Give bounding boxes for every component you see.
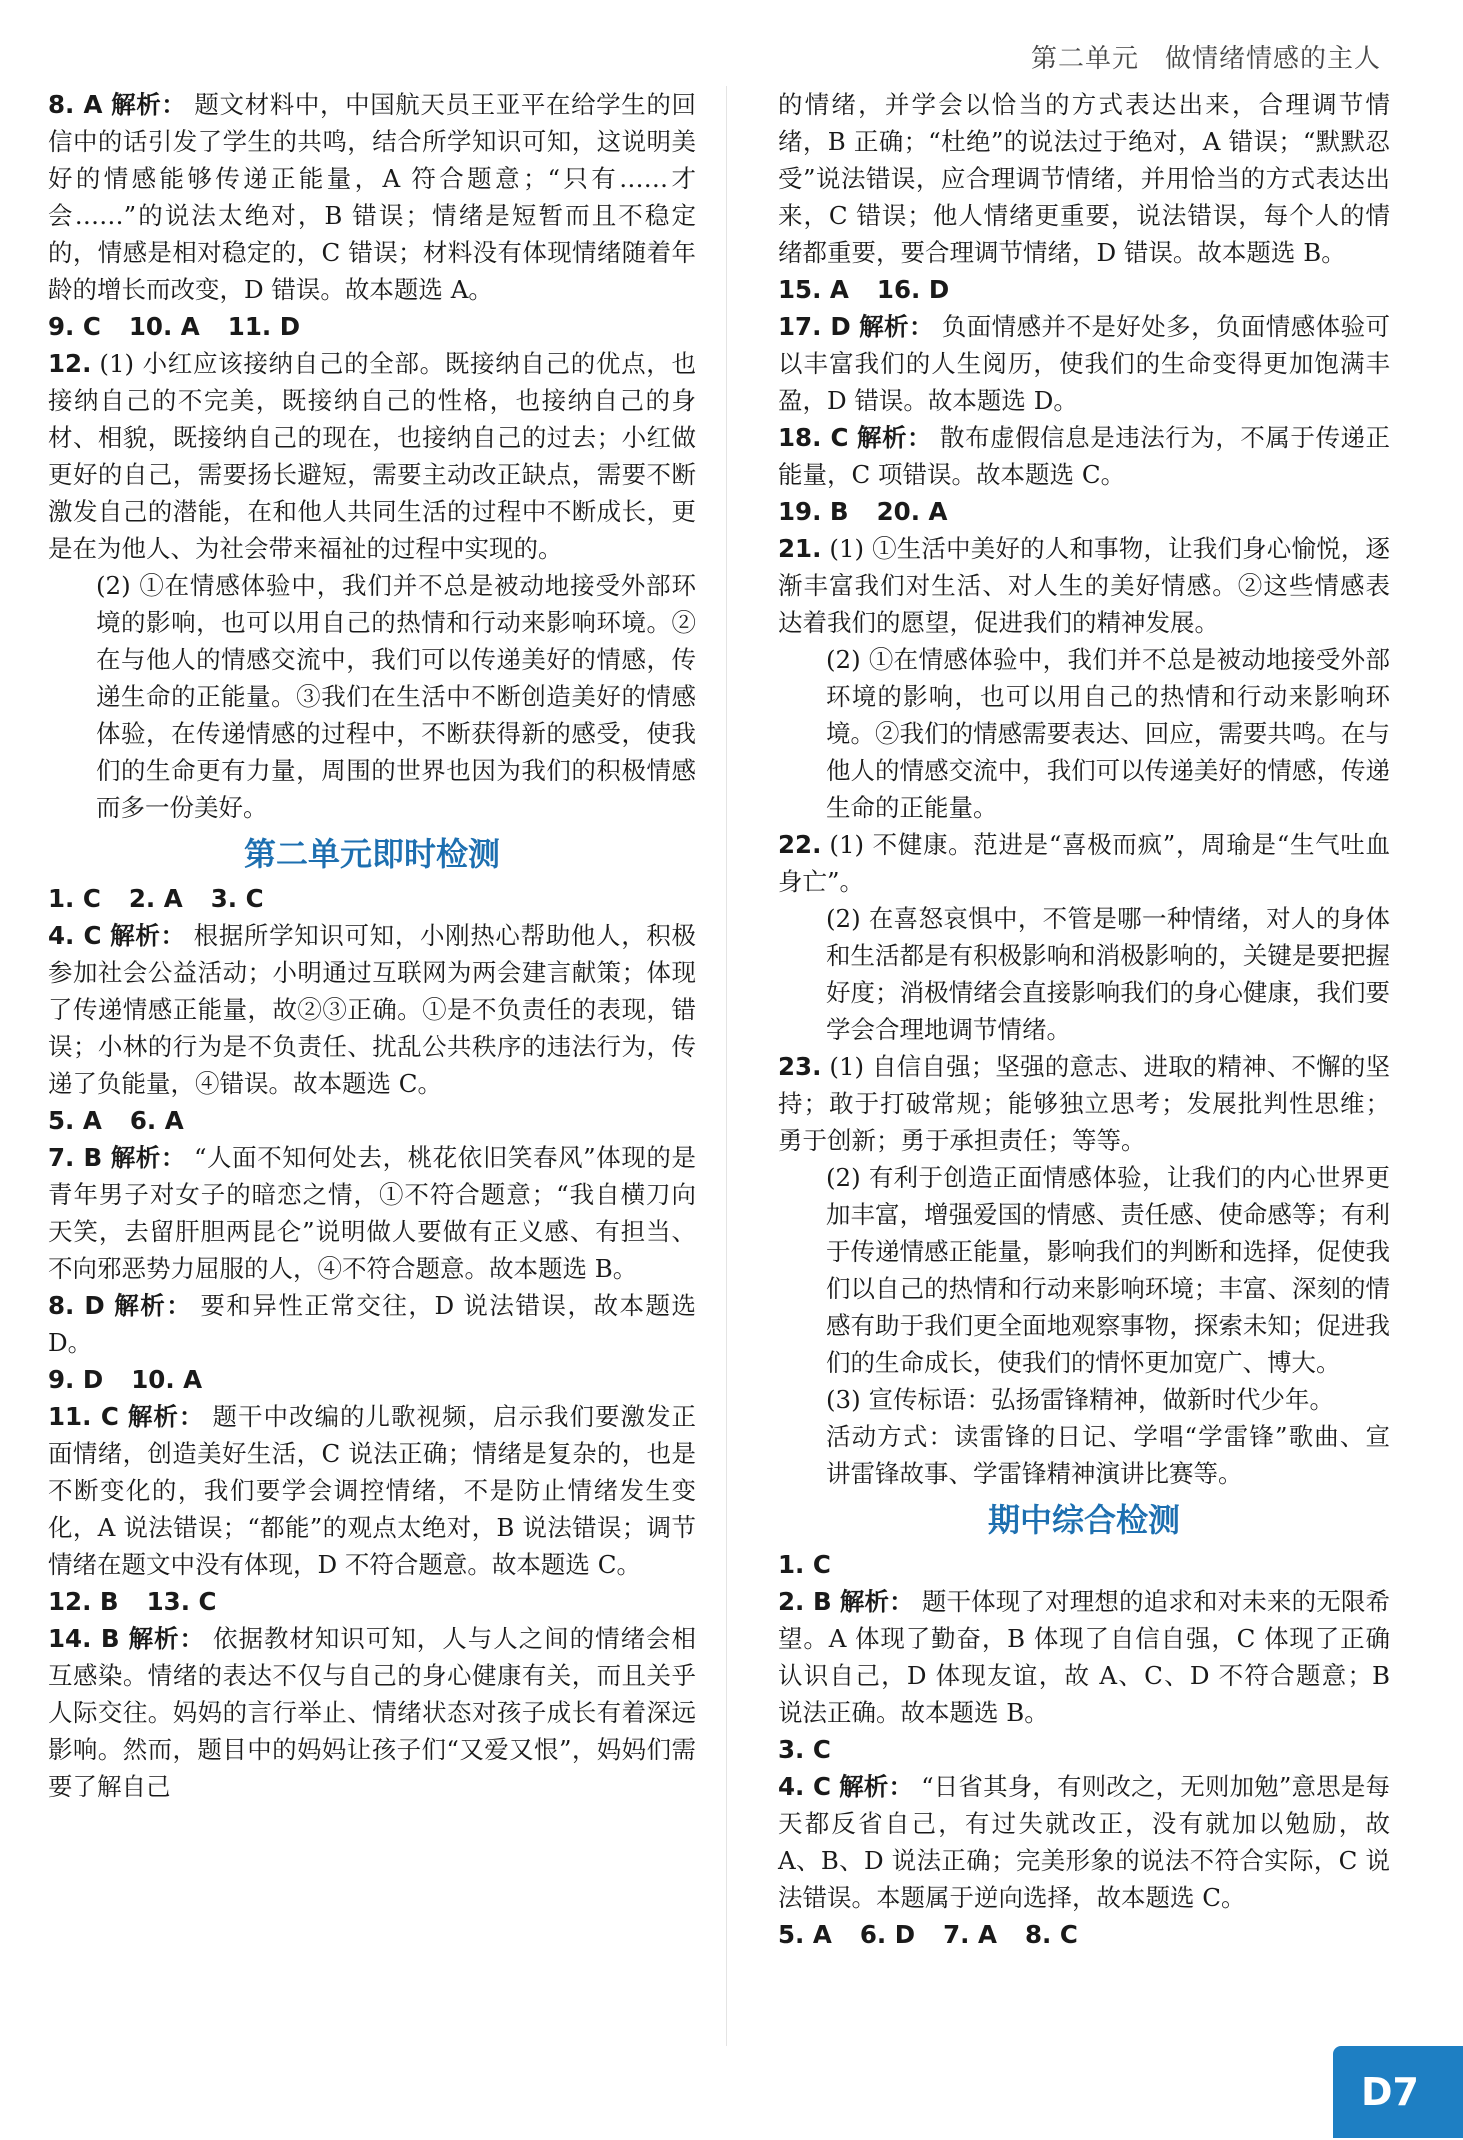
question-number: 14. B xyxy=(48,1624,120,1653)
short-answer: 1. C xyxy=(48,884,101,913)
short-answer: 9. D xyxy=(48,1365,104,1394)
answer-entry xyxy=(778,1583,1390,1731)
short-answers xyxy=(48,1361,696,1398)
short-answer: 9. C xyxy=(48,312,101,341)
short-answers xyxy=(778,1916,1390,1953)
short-answers xyxy=(778,493,1390,530)
answer-text: 要和异性正常交往，D 说法错误，故本题选 D。 xyxy=(48,1291,696,1357)
answer-subpart: (2) ①在情感体验中，我们并不总是被动地接受外部环境的影响，也可以用自己的热情和行动来影响环境。②我们的情感需要表达、回应，需要共鸣。在与他人的情感交流中，我们可以传递美好的情感，传递生命的正能量。 xyxy=(826,645,1390,822)
header-title: 做情绪情感的主人 xyxy=(1164,44,1381,74)
answer-subpart: (2) 有利于创造正面情感体验，让我们的内心世界更加丰富，增强爱国的情感、责任感、使命感等；有利于传递情感正能量，影响我们的判断和选择，促使我们以自己的热情和行动来影响环境；丰富、深刻的情感有助于我们更全面地观察事物，探索未知；促进我们的生命成长，使我们的情怀更加宽广、博大。 xyxy=(826,1163,1390,1377)
question-number: 8. A xyxy=(48,90,103,119)
short-answers xyxy=(48,308,696,345)
section-heading: 第二单元即时检测 xyxy=(243,835,500,873)
question-number: 17. D xyxy=(778,312,851,341)
answer-subpart: (2) ①在情感体验中，我们并不总是被动地接受外部环境的影响，也可以用自己的热情和行动来影响环境。②在与他人的情感交流中，我们可以传递美好的情感，传递生命的正能量。③我们在生活中不断创造美好的情感体验，在传递情感的过程中，不断获得新的感受，使我们的生命更有力量，周围的世界也因为我们的积极情感而多一份美好。 xyxy=(96,571,696,822)
analysis-label: 解析： xyxy=(856,423,933,452)
short-answer: 20. A xyxy=(876,497,948,526)
question-number: 21. xyxy=(778,534,822,563)
header-unit: 第二单元 xyxy=(1030,44,1139,74)
answer-subpart: (2) 在喜怒哀惧中，不管是哪一种情绪，对人的身体和生活都是有积极影响和消极影响的，关键是要把握好度；消极情绪会直接影响我们的身心健康，我们要学会合理地调节情绪。 xyxy=(826,904,1390,1044)
answer-entry xyxy=(48,1620,696,1805)
answer-continuation: 的情绪，并学会以恰当的方式表达出来，合理调节情绪，B 正确；“杜绝”的说法过于绝对，A 错误；“默默忍受”说法错误，应合理调节情绪，并用恰当的方式表达出来，C 错误；他人情绪更重要，说法错误，每个人的情绪都重要，要合理调节情绪，D 错误。故本题选 B。 xyxy=(778,90,1390,267)
short-answer: 10. A xyxy=(128,312,200,341)
short-answer: 19. B xyxy=(778,497,849,526)
short-answer: 16. D xyxy=(876,275,950,304)
answer-entry xyxy=(48,917,696,1102)
answer-subpart: 活动方式：读雷锋的日记、学唱“学雷锋”歌曲、宣讲雷锋故事、学雷锋精神演讲比赛等。 xyxy=(826,1422,1390,1488)
short-answer: 11. D xyxy=(227,312,301,341)
answer-text: “人面不知何处去，桃花依旧笑春风”体现的是青年男子对女子的暗恋之情，①不符合题意；“我自横刀向天笑，去留肝胆两昆仑”说明做人要做有正义感、有担当、不向邪恶势力屈服的人，④不符合题意。故本题选 B。 xyxy=(48,1143,697,1283)
question-number: 2. B xyxy=(778,1587,832,1616)
short-answers xyxy=(778,1546,1390,1583)
answer-text: 题干中改编的儿歌视频，启示我们要激发正面情绪，创造美好生活，C 说法正确；情绪是复杂的，也是不断变化的，我们要学会调控情绪，不是防止情绪发生变化，A 说法错误；“都能”的观点太绝对，B 说法错误；调节情绪在题文中没有体现，D 不符合题意。故本题选 C。 xyxy=(48,1402,696,1579)
answer-subpart: (3) 宣传标语：弘扬雷锋精神，做新时代少年。 xyxy=(826,1385,1334,1414)
answer-text: 依据教材知识可知，人与人之间的情绪会相互感染。情绪的表达不仅与自己的身心健康有关，而且关乎人际交往。妈妈的言行举止、情绪状态对孩子成长有着深远影响。然而，题目中的妈妈让孩子们“又爱又恨”，妈妈们需要了解自己 xyxy=(48,1624,697,1801)
short-answer: 7. A xyxy=(943,1920,997,1949)
short-answer: 3. C xyxy=(210,884,264,913)
analysis-label: 解析： xyxy=(127,1624,205,1653)
column-divider xyxy=(726,86,727,2046)
short-answer: 5. A xyxy=(48,1106,102,1135)
section-heading: 期中综合检测 xyxy=(987,1501,1180,1539)
short-answers xyxy=(48,1583,696,1620)
analysis-label: 解析： xyxy=(126,1402,205,1431)
short-answers xyxy=(778,271,1390,308)
answer-entry xyxy=(778,308,1390,419)
question-number: 12. xyxy=(48,349,92,378)
analysis-label: 解析： xyxy=(839,1587,914,1616)
short-answer: 3. C xyxy=(778,1735,831,1764)
answer-entry xyxy=(48,1139,696,1287)
short-answer: 13. C xyxy=(146,1587,217,1616)
short-answer: 6. A xyxy=(129,1106,184,1135)
analysis-label: 解析： xyxy=(109,921,186,950)
short-answer: 1. C xyxy=(778,1550,831,1579)
analysis-label: 解析： xyxy=(112,1291,193,1320)
page-number: D7 xyxy=(1333,2046,1463,2138)
analysis-label: 解析： xyxy=(110,1143,186,1172)
short-answer: 2. A xyxy=(128,884,183,913)
answer-text: “日省其身，有则改之，无则加勉”意思是每天都反省自己，有过失就改正，没有就加以勉励，故 A、B、D 说法正确；完美形象的说法不符合实际，C 说法错误。本题属于逆向选择，故本题选 C。 xyxy=(778,1772,1390,1912)
question-number: 7. B xyxy=(48,1143,103,1172)
short-answer: 8. C xyxy=(1024,1920,1078,1949)
answer-text: (1) 不健康。范进是“喜极而疯”，周瑜是“生气吐血身亡”。 xyxy=(778,830,1390,896)
answer-text: (1) 自信自强；坚强的意志、进取的精神、不懈的坚持；敢于打破常规；能够独立思考；发展批判性思维；勇于创新；勇于承担责任；等等。 xyxy=(778,1052,1390,1155)
answer-text: (1) ①生活中美好的人和事物，让我们身心愉悦，逐渐丰富我们对生活、对人生的美好情感。②这些情感表达着我们的愿望，促进我们的精神发展。 xyxy=(778,534,1390,637)
left-column xyxy=(48,86,696,1805)
short-answer: 12. B xyxy=(48,1587,119,1616)
question-number: 23. xyxy=(778,1052,822,1081)
answer-text: 题干体现了对理想的追求和对未来的无限希望。A 体现了勤奋，B 体现了自信自强，C 体现了正确认识自己，D 体现友谊，故 A、C、D 不符合题意；B 说法正确。故本题选 B。 xyxy=(778,1587,1391,1727)
answer-entry xyxy=(778,530,1390,641)
answer-entry xyxy=(48,345,696,567)
question-number: 8. D xyxy=(48,1291,105,1320)
question-number: 4. C xyxy=(48,921,102,950)
short-answer: 6. D xyxy=(859,1920,916,1949)
answer-entry xyxy=(48,86,696,308)
short-answers xyxy=(778,1731,1390,1768)
answer-entry xyxy=(778,419,1390,493)
question-number: 4. C xyxy=(778,1772,832,1801)
answer-entry xyxy=(48,1287,696,1361)
analysis-label: 解析： xyxy=(858,312,934,341)
answer-entry xyxy=(778,1048,1390,1159)
running-header xyxy=(1031,38,1381,75)
short-answer: 10. A xyxy=(131,1365,203,1394)
answer-text: 根据所学知识可知，小刚热心帮助他人，积极参加社会公益活动；小明通过互联网为两会建言献策；体现了传递情感正能量，故②③正确。①是不负责任的表现，错误；小林的行为是不负责任、扰乱公共秩序的违法行为，传递了负能量，④错误。故本题选 C。 xyxy=(48,921,696,1098)
analysis-label: 解析： xyxy=(110,90,187,119)
analysis-label: 解析： xyxy=(839,1772,914,1801)
answer-entry xyxy=(778,1768,1390,1916)
question-number: 22. xyxy=(778,830,822,859)
answer-text: 负面情感并不是好处多，负面情感体验可以丰富我们的人生阅历，使我们的生命变得更加饱满丰盈，D 错误。故本题选 D。 xyxy=(778,312,1390,415)
short-answer: 5. A xyxy=(778,1920,832,1949)
answer-text: 题文材料中，中国航天员王亚平在给学生的回信中的话引发了学生的共鸣，结合所学知识可知，这说明美好的情感能够传递正能量，A 符合题意；“只有……才会……”的说法太绝对，B 错误；情绪是短暂而且不稳定的，情感是相对稳定的，C 错误；材料没有体现情绪随着年龄的增长而改变，D 错误。故本题选 A。 xyxy=(48,90,697,304)
question-number: 18. C xyxy=(778,423,849,452)
answer-entry xyxy=(48,1398,696,1583)
short-answers xyxy=(48,1102,696,1139)
answer-entry xyxy=(778,826,1390,900)
answer-text: (1) 小红应该接纳自己的全部。既接纳自己的优点，也接纳自己的不完美，既接纳自己的性格，也接纳自己的身材、相貌，既接纳自己的现在，也接纳自己的过去；小红做更好的自己，需要扬长避短，需要主动改正缺点，需要不断激发自己的潜能，在和他人共同生活的过程中不断成长，更是在为他人、为社会带来福祉的过程中实现的。 xyxy=(48,349,696,563)
short-answers xyxy=(48,880,696,917)
answer-text: 散布虚假信息是违法行为，不属于传递正能量，C 项错误。故本题选 C。 xyxy=(778,423,1390,489)
question-number: 11. C xyxy=(48,1402,119,1431)
right-column xyxy=(778,86,1390,1953)
short-answer: 15. A xyxy=(778,275,849,304)
